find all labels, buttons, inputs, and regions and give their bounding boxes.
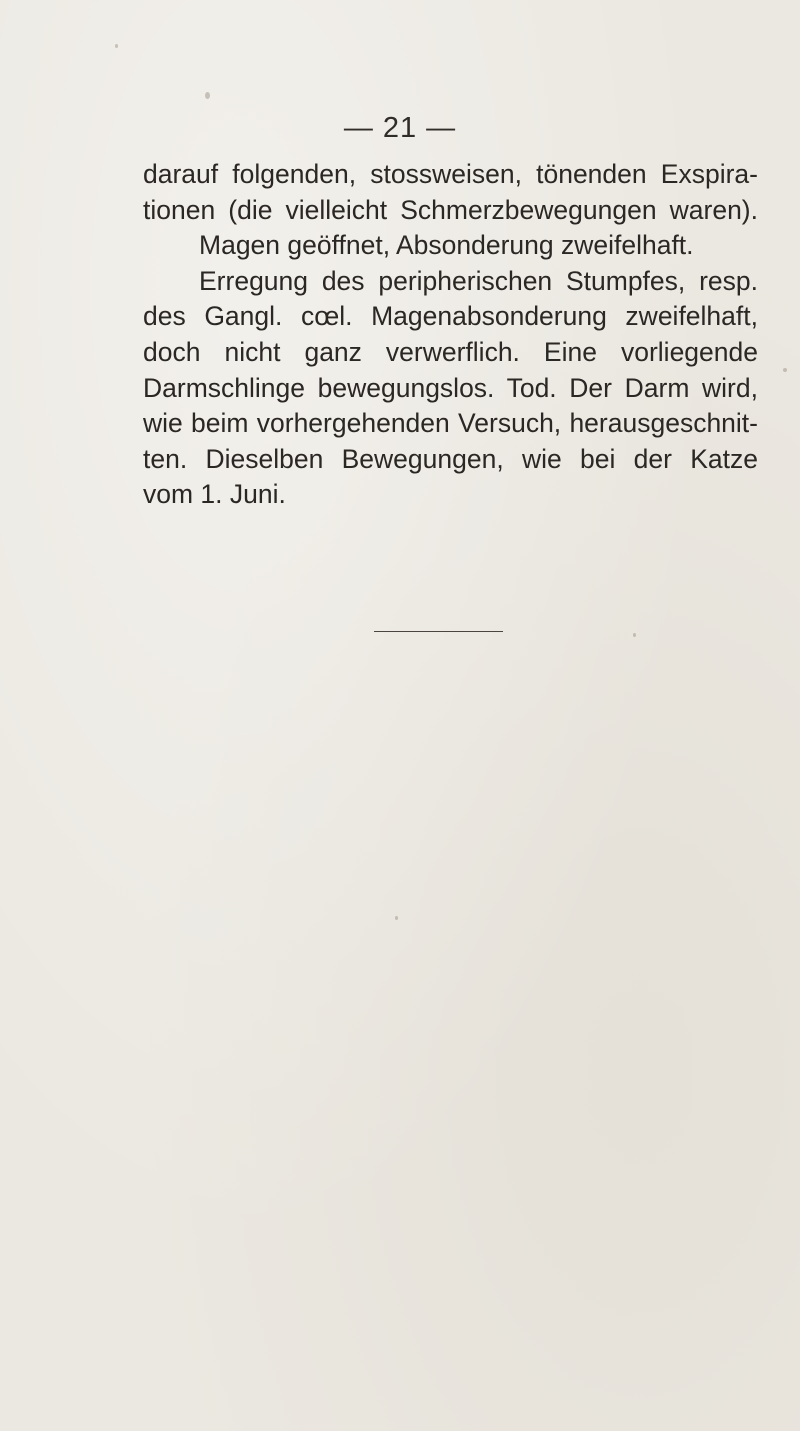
paper-speck xyxy=(115,44,118,48)
text-line: doch nicht ganz verwerflich. Eine vorliegende xyxy=(143,336,758,367)
text-line: wie beim vorhergehenden Versuch, herausgeschnit- xyxy=(143,408,758,439)
body-text xyxy=(143,157,758,513)
paper-speck xyxy=(395,916,398,920)
page-number: — 21 — xyxy=(343,112,457,144)
text-line: Magen geöffnet, Absonderung zweifelhaft. xyxy=(199,230,694,261)
text-line: vom 1. Juni. xyxy=(143,479,286,510)
text-line: des Gangl. cœl. Magenabsonderung zweifelhaft, xyxy=(143,301,758,332)
text-line: ten. Dieselben Bewegungen, wie bei der Katze xyxy=(143,443,758,474)
paper-speck xyxy=(205,92,210,99)
text-line: darauf folgenden, stossweisen, tönenden Exspira- xyxy=(143,159,758,189)
text-line: Erregung des peripherischen Stumpfes, resp. xyxy=(199,265,758,296)
paper-speck xyxy=(633,633,636,637)
text-line: tionen (die vielleicht Schmerzbewegungen waren). xyxy=(143,194,758,225)
paper-speck xyxy=(783,368,787,372)
text-line: Darmschlinge bewegungslos. Tod. Der Darm wird, xyxy=(143,372,758,403)
section-divider xyxy=(374,631,503,632)
